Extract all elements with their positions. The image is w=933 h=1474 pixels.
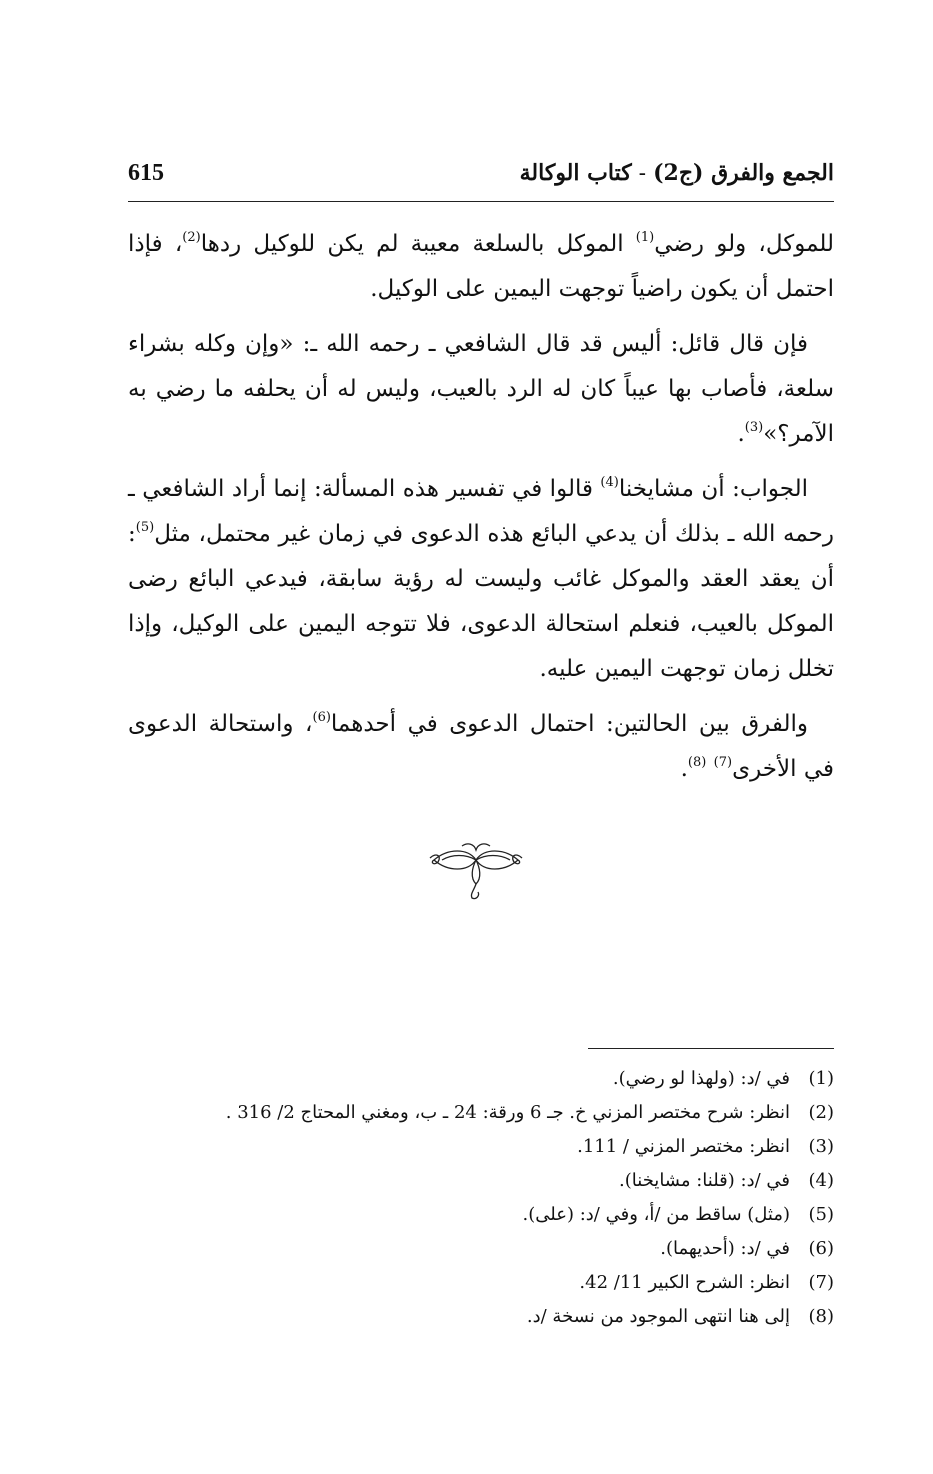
decorative-flourish-icon [428, 838, 524, 900]
footnote-item [114, 1300, 834, 1334]
text-run: قالوا في تفسير هذه المسألة: إنما أراد الشافعي ـ رحمه الله ـ بذلك أن يدعي البائع هذه الدعوى في زمان غير محتمل، مثل [128, 476, 834, 547]
footnote-number: (2) [808, 1102, 834, 1123]
chapter-title: كتاب الوكالة [519, 160, 632, 186]
footnote-ref-7: (7) [713, 755, 733, 770]
text-run: . [680, 756, 688, 782]
footnote-ref-8: (8) [687, 755, 707, 770]
footnote-item [114, 1062, 834, 1096]
book-title: الجمع والفرق (ج2) [653, 160, 834, 186]
text-run: ، واستحالة الدعوى في الأخرى [128, 711, 834, 782]
footnote-number: (5) [808, 1204, 834, 1225]
text-run: الموكل بالسلعة معيبة لم يكن للوكيل ردها [200, 231, 636, 257]
footnote-ref-5: (5) [135, 520, 155, 535]
main-text [128, 222, 834, 802]
footnote-text: انظر: الشرح الكبير 11/ 42. [579, 1272, 790, 1293]
footnote-number: (8) [808, 1306, 834, 1327]
footnote-ref-3: (3) [744, 420, 764, 435]
footnote-number: (4) [808, 1170, 834, 1191]
footnote-text: في /د: (قلنا: مشايخنا). [619, 1170, 790, 1191]
footnote-ref-4: (4) [600, 475, 619, 490]
footnote-number: (3) [808, 1136, 834, 1157]
footnote-number: (1) [808, 1068, 834, 1089]
footnote-item [114, 1096, 834, 1130]
footnote-item [114, 1232, 834, 1266]
footnote-ref-6: (6) [312, 710, 331, 725]
footnote-divider [588, 1048, 834, 1049]
footnote-text: انظر: شرح مختصر المزني خ. جـ 6 ورقة: 24 ـ ب، ومغني المحتاج 2/ 316 . [225, 1102, 790, 1123]
text-run: والفرق بين الحالتين: احتمال الدعوى في أحدهما [330, 711, 808, 737]
paragraph-3 [128, 467, 834, 692]
paragraph-1 [128, 222, 834, 312]
paragraph-2 [128, 322, 834, 457]
footnote-text: إلى هنا انتهى الموجود من نسخة /د. [526, 1306, 790, 1327]
footnote-number: (6) [808, 1238, 834, 1259]
footnote-text: في /د: (أحديهما). [660, 1238, 790, 1259]
paragraph-4 [128, 702, 834, 792]
running-title [520, 160, 834, 186]
page-number: 615 [128, 160, 164, 186]
footnote-ref-2: (2) [182, 230, 201, 245]
footnote-item [114, 1198, 834, 1232]
footnote-text: في /د: (ولهذا لو رضي). [612, 1068, 790, 1089]
footnote-number: (7) [808, 1272, 834, 1293]
footnote-item [114, 1266, 834, 1300]
text-run: . [737, 421, 745, 447]
text-run: الجواب: أن مشايخنا [618, 476, 808, 502]
footnotes-list [114, 1062, 834, 1334]
text-run: فإن قال قائل: أليس قد قال الشافعي ـ رحمه الله ـ: «وإن وكله بشراء سلعة، فأصاب بها عيباً كان له الرد بالعيب، وليس له أن يحلفه ما رضي به الآمر؟» [128, 331, 834, 447]
text-run: ، فإذا احتمل أن يكون راضياً توجهت اليمين على الوكيل. [128, 231, 834, 302]
footnote-item [114, 1164, 834, 1198]
footnote-text: انظر: مختصر المزني / 111. [577, 1136, 790, 1157]
title-separator: - [631, 161, 654, 186]
text-run: : أن يعقد العقد والموكل غائب وليست له رؤية سابقة، فيدعي البائع رضى الموكل بالعيب، فنعلم استحالة الدعوى، فلا تتوجه اليمين على الوكيل، وإذا تخلل زمان توجهت اليمين عليه. [128, 521, 834, 682]
text-run: للموكل، ولو رضي [654, 231, 834, 257]
footnote-ref-1: (1) [635, 230, 655, 245]
header-divider [128, 201, 834, 202]
footnote-item [114, 1130, 834, 1164]
running-header [128, 160, 834, 194]
footnote-text: (مثل) ساقط من /أ، وفي /د: (على). [522, 1204, 790, 1225]
